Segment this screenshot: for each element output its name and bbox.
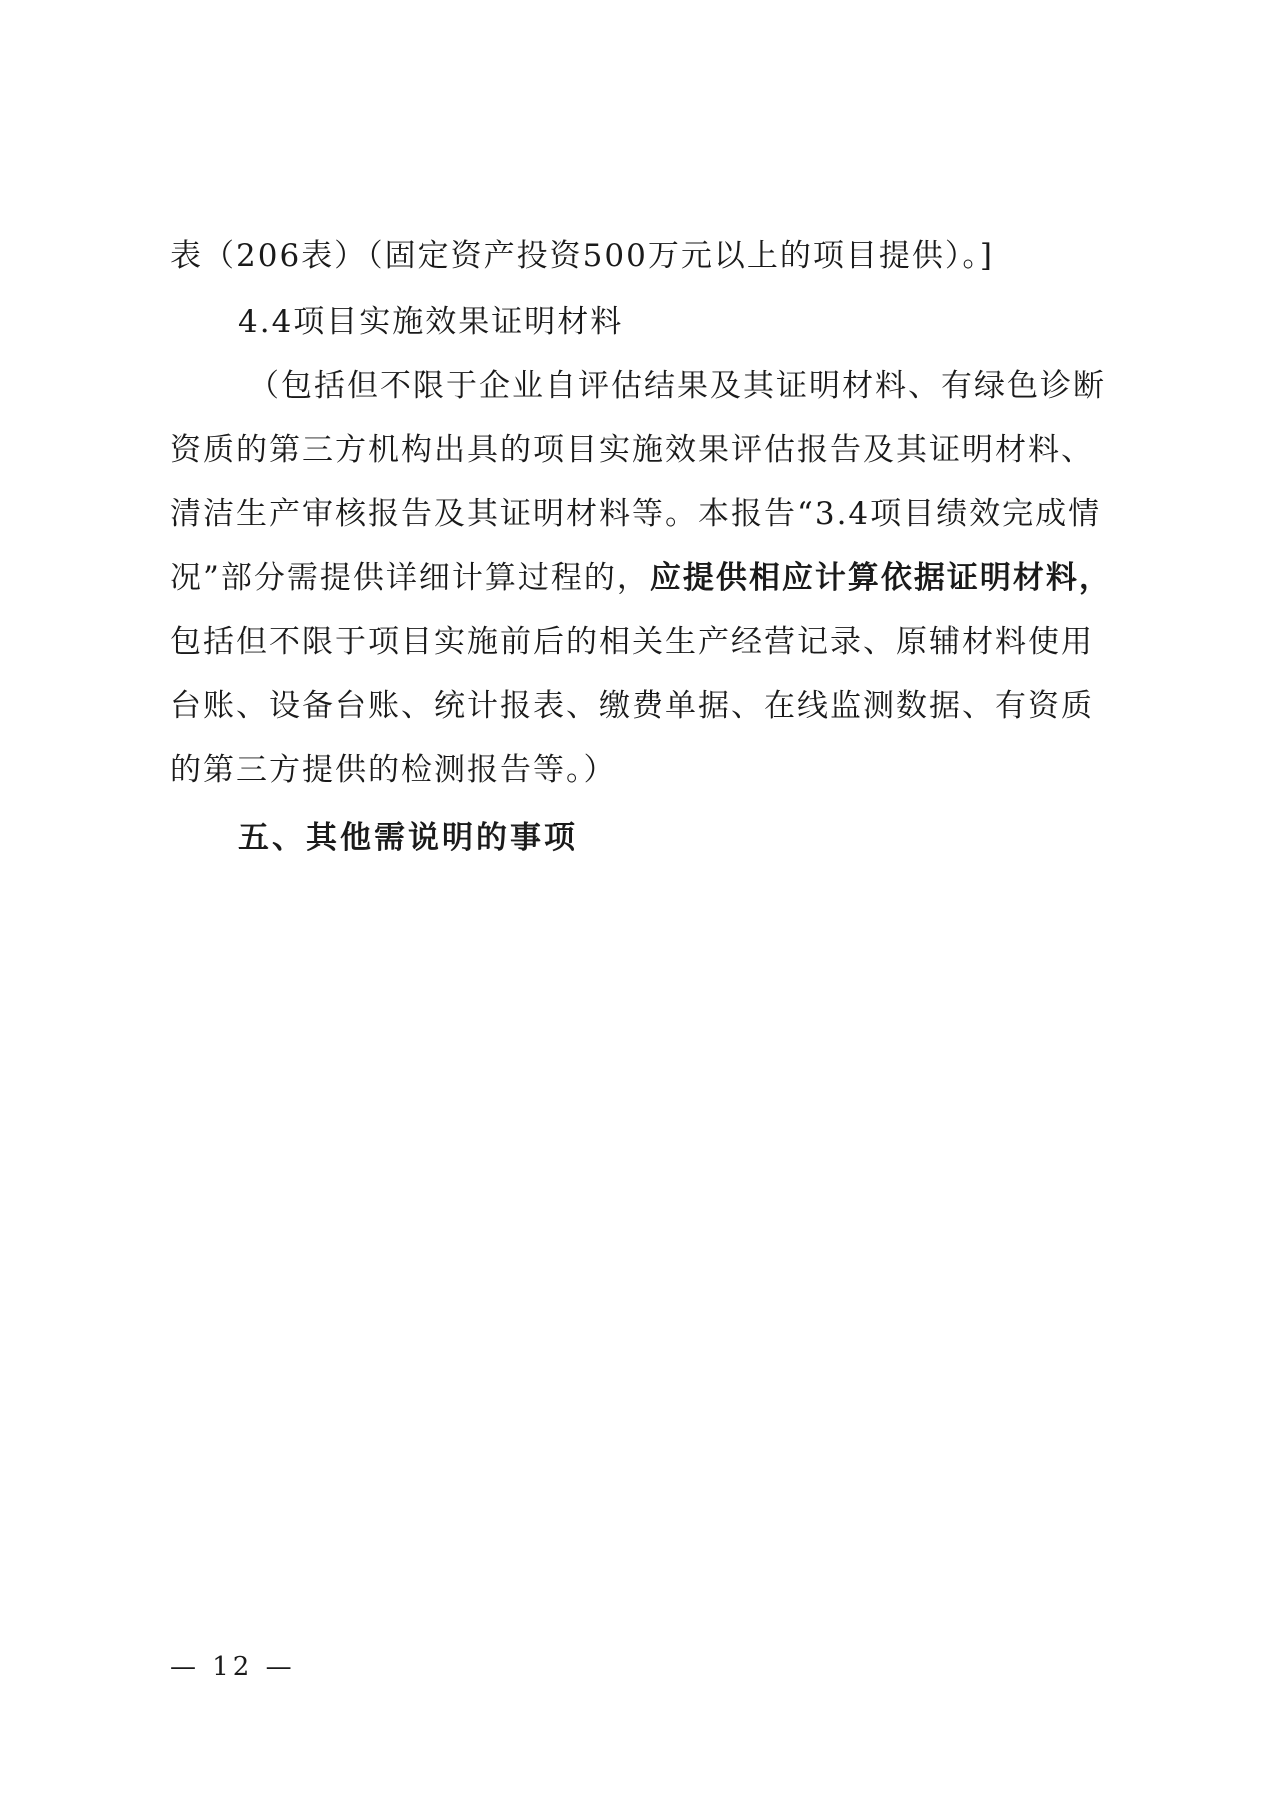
text-line-6-normal: 况”部分需提供详细计算过程的， <box>170 560 650 596</box>
text-line-3: （包括但不限于企业自评估结果及其证明材料、有绿色诊断 <box>248 368 1106 404</box>
section-5-heading: 五、其他需说明的事项 <box>238 820 578 856</box>
text-line-7: 包括但不限于项目实施前后的相关生产经营记录、原辅材料使用 <box>170 624 1094 660</box>
text-line-4: 资质的第三方机构出具的项目实施效果评估报告及其证明材料、 <box>170 432 1094 468</box>
text-line-1: 表（206表）（固定资产投资500万元以上的项目提供）。] <box>170 238 994 274</box>
section-4-4-title: 4.4项目实施效果证明材料 <box>238 304 624 340</box>
text-line-6 <box>170 558 1112 598</box>
text-line-6-bold: 应提供相应计算依据证明材料， <box>649 560 1112 596</box>
page-number: — 12 — <box>170 1652 296 1682</box>
text-line-5: 清洁生产审核报告及其证明材料等。本报告“3.4项目绩效完成情 <box>170 496 1102 532</box>
text-line-9: 的第三方提供的检测报告等。） <box>170 752 617 788</box>
text-line-8: 台账、设备台账、统计报表、缴费单据、在线监测数据、有资质 <box>170 688 1094 724</box>
